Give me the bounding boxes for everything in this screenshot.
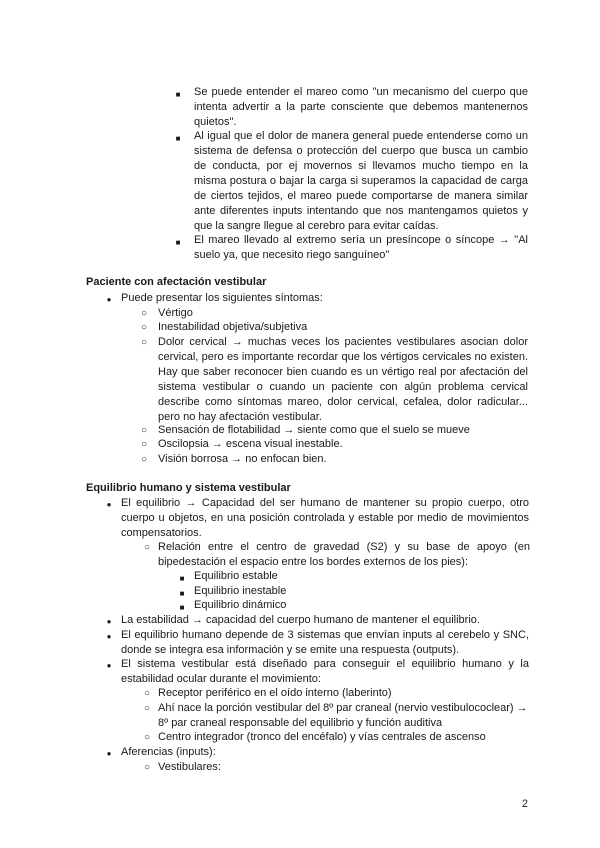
square-bullet-icon [172,131,184,146]
circle-bullet-icon [141,760,153,775]
circle-bullet-icon [138,452,150,467]
disc-bullet-icon [103,658,115,673]
disc-bullet-icon [103,292,115,307]
disc-bullet-icon [103,614,115,629]
symptom-item: Dolor cervical → muchas veces los pacientes vestibulares asocian dolor cervical, pero es importante recordar que los vértigos cervicales no existen. Hay que saber reconocer bien cuando es un vértigo real por afectación del sistema vestibular o cuando un paciente con algún problema cervical describe como síntomas mareo, dolor cervical, cefalea, dolor radicular... pero no hay afectación vestibular. [158,336,528,423]
vestibular-sub-item: Centro integrador (tronco del encéfalo) y vías centrales de ascenso [158,731,486,743]
disc-bullet-icon [103,497,115,512]
section-heading-equilibrio: Equilibrio humano y sistema vestibular [86,482,291,494]
square-bullet-icon [176,586,188,601]
page-number: 2 [521,798,528,810]
symptom-item: Sensación de flotabilidad → siente como que el suelo se mueve [158,424,470,436]
equilibrium-type: Equilibrio dinámico [194,599,287,611]
circle-bullet-icon [141,701,153,716]
symptom-item: Vértigo [158,307,193,319]
top-bullet-2: Al igual que el dolor de manera general puede entenderse como un sistema de defensa o protección del cuerpo que busca un cambio de conducta, por ej movernos si llevamos mucho tiempo en la misma postura o bajar la carga si superamos la capacidad de carga de ciertos tejidos, el mareo puede comportarse de manera similar ante diferentes inputs intentando que nos mantengamos quietos y que la sangre llegue al cerebro para evitar caídas. [194,130,528,232]
circle-bullet-icon [141,686,153,701]
vestibular-sub-item: Ahí nace la porción vestibular del 8º par craneal (nervio vestibulococlear) → 8º par craneal responsable del equilibrio y función auditiva [158,702,528,729]
circle-bullet-icon [138,320,150,335]
vestibulares-item: Vestibulares: [158,761,221,773]
circle-bullet-icon [138,423,150,438]
disc-bullet-icon [103,629,115,644]
equilibrio-definition: El equilibrio → Capacidad del ser humano de mantener su propio cuerpo, otro cuerpo u objetos, en una posición controlada y estable por medio de movimientos compensatorios. [121,497,529,539]
sistemas-item: El equilibrio humano depende de 3 sistemas que envían inputs al cerebelo y SNC, donde se integra esa información y se emite una respuesta (outputs). [121,629,529,656]
square-bullet-icon [172,87,184,102]
equilibrium-type: Equilibrio inestable [194,585,287,597]
equilibrium-type: Equilibrio estable [194,570,278,582]
symptom-item: Inestabilidad objetiva/subjetiva [158,321,308,333]
circle-bullet-icon [141,540,153,555]
estabilidad-item: La estabilidad → capacidad del cuerpo humano de mantener el equilibrio. [121,614,480,626]
square-bullet-icon [176,571,188,586]
symptoms-intro: Puede presentar los siguientes síntomas: [121,292,323,304]
vestibular-sub-item: Receptor periférico en el oído interno (laberinto) [158,687,392,699]
sistema-vestibular-item: El sistema vestibular está diseñado para conseguir el equilibrio humano y la estabilidad ocular durante el movimiento: [121,658,529,685]
disc-bullet-icon [103,746,115,761]
symptom-item: Oscilopsia → escena visual inestable. [158,438,343,450]
circle-bullet-icon [138,335,150,350]
aferencias-item: Aferencias (inputs): [121,746,216,758]
symptom-item: Visión borrosa → no enfocan bien. [158,453,327,465]
top-bullet-1: Se puede entender el mareo como "un mecanismo del cuerpo que intenta advertir a la parte consciente que debemos mantenernos quietos". [194,86,528,128]
circle-bullet-icon [138,437,150,452]
top-bullet-3: El mareo llevado al extremo sería un presíncope o síncope → "Al suelo ya, que necesito riego sanguíneo" [194,234,528,261]
circle-bullet-icon [141,730,153,745]
section-heading-vestibular: Paciente con afectación vestibular [86,276,267,288]
square-bullet-icon [172,235,184,250]
centro-gravedad-item: Relación entre el centro de gravedad (S2) y su base de apoyo (en bipedestación el espacio entre los bordes externos de los pies): [158,541,530,568]
circle-bullet-icon [138,306,150,321]
